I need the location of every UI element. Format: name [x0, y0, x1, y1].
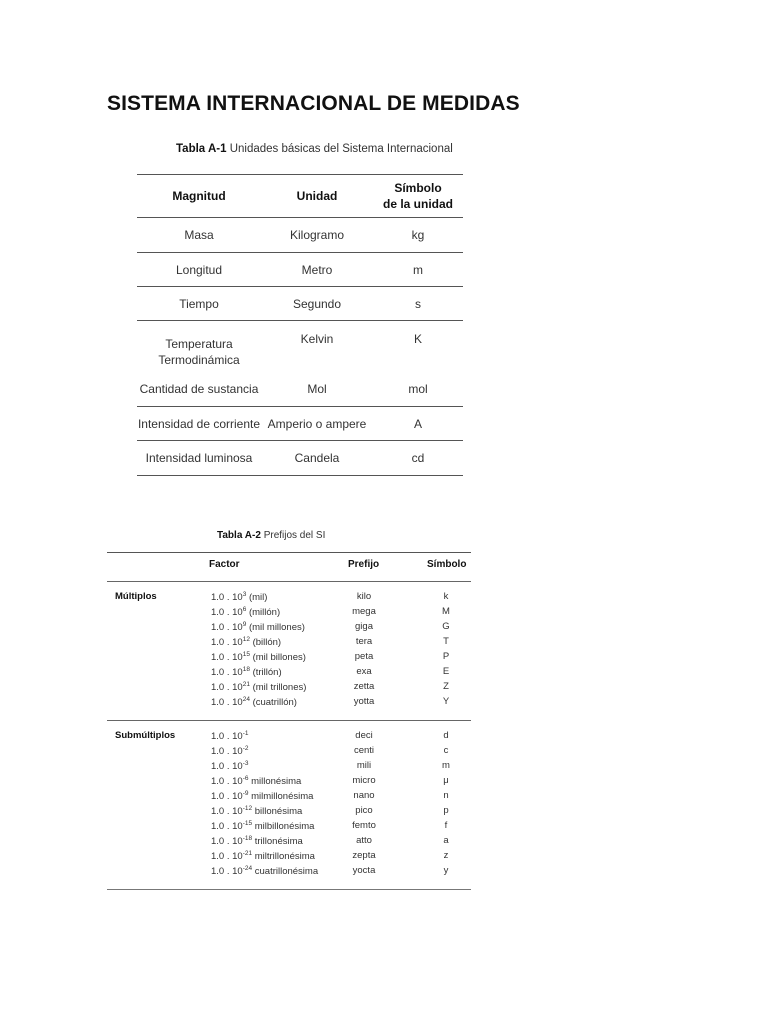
factor-exponent: -1	[242, 730, 249, 737]
cell-simbolo: cd	[411, 451, 425, 465]
cell-simbolo: y	[443, 865, 449, 876]
cell-factor	[211, 606, 280, 618]
factor-exponent: 21	[242, 681, 250, 688]
factor-exponent: -15	[242, 820, 253, 827]
group-label: Múltiplos	[115, 591, 157, 602]
cell-simbolo: M	[442, 606, 450, 617]
factor-exponent: 9	[242, 621, 247, 628]
factor-note: cuatrillonésima	[252, 866, 319, 877]
header-simbolo: Símbolo	[427, 559, 467, 570]
cell-factor	[211, 835, 303, 847]
cell-magnitud-line2: Termodinámica	[158, 352, 240, 367]
factor-mantissa: 1.0 . 10	[211, 667, 243, 678]
cell-simbolo: z	[443, 850, 449, 861]
factor-mantissa: 1.0 . 10	[211, 761, 243, 772]
factor-exponent: -6	[242, 775, 249, 782]
table-row	[107, 620, 471, 635]
cell-factor	[211, 805, 302, 817]
cell-factor	[211, 865, 318, 877]
cell-factor	[211, 591, 267, 603]
factor-exponent: -12	[242, 805, 253, 812]
factor-mantissa: 1.0 . 10	[211, 652, 243, 663]
cell-simbolo: d	[443, 730, 449, 741]
factor-note: (billón)	[249, 637, 282, 648]
factor-exponent: -9	[242, 790, 249, 797]
factor-exponent: -21	[242, 850, 253, 857]
cell-magnitud: Cantidad de sustancia	[139, 382, 259, 396]
table-row	[107, 819, 471, 834]
table-row	[107, 804, 471, 819]
factor-mantissa: 1.0 . 10	[211, 637, 243, 648]
factor-mantissa: 1.0 . 10	[211, 682, 243, 693]
cell-unidad: Kilogramo	[289, 228, 345, 242]
cell-prefijo: femto	[352, 820, 376, 831]
factor-mantissa: 1.0 . 10	[211, 592, 243, 603]
cell-prefijo: nano	[353, 790, 375, 801]
prefix-group	[107, 582, 471, 720]
header-prefijo: Prefijo	[348, 559, 380, 570]
cell-magnitud-line1: Temperatura	[165, 336, 233, 351]
cell-factor	[211, 651, 306, 663]
factor-note: (millón)	[246, 607, 281, 618]
table-row	[107, 759, 471, 774]
cell-prefijo: micro	[352, 775, 376, 786]
cell-prefijo: centi	[353, 745, 375, 756]
factor-exponent: 18	[242, 666, 250, 673]
cell-prefijo: kilo	[356, 591, 372, 602]
header-factor: Factor	[209, 559, 240, 570]
cell-prefijo: mega	[352, 606, 376, 617]
factor-note: trillonésima	[252, 836, 303, 847]
cell-prefijo: pico	[355, 805, 373, 816]
table2-caption-text: Prefijos del SI	[263, 530, 326, 541]
table-row	[137, 372, 463, 406]
cell-simbolo: m	[413, 262, 423, 277]
table-row	[107, 650, 471, 665]
group-label: Submúltiplos	[115, 730, 176, 741]
cell-prefijo: deci	[355, 730, 373, 741]
cell-factor	[211, 850, 315, 862]
cell-factor	[211, 666, 282, 678]
cell-factor	[211, 790, 313, 802]
cell-simbolo: kg	[411, 228, 425, 242]
cell-prefijo: zepta	[352, 850, 376, 861]
table-row	[137, 217, 463, 252]
table-si-prefixes	[107, 552, 471, 890]
cell-factor	[211, 775, 301, 787]
cell-magnitud: Longitud	[175, 262, 223, 277]
cell-magnitud: Masa	[184, 228, 214, 242]
cell-simbolo: K	[413, 332, 422, 346]
table1-caption-label: Tabla A-1	[176, 143, 227, 155]
factor-exponent: -2	[242, 745, 249, 752]
header-unidad: Unidad	[296, 189, 338, 203]
cell-simbolo: Z	[443, 681, 449, 692]
factor-exponent: -24	[242, 865, 253, 872]
cell-unidad: Amperio o ampere	[267, 416, 367, 431]
table-row	[137, 320, 463, 372]
factor-exponent: -3	[242, 760, 249, 767]
factor-note: millonésima	[248, 776, 302, 787]
factor-note: milmillonésima	[248, 791, 314, 802]
factor-mantissa: 1.0 . 10	[211, 791, 243, 802]
table-row	[107, 605, 471, 620]
cell-prefijo: atto	[356, 835, 372, 846]
cell-unidad: Segundo	[292, 296, 342, 311]
table-row	[137, 252, 463, 286]
table1-header-row	[137, 174, 463, 217]
cell-simbolo: m	[442, 760, 450, 771]
cell-prefijo: peta	[354, 651, 374, 662]
factor-mantissa: 1.0 . 10	[211, 746, 243, 757]
header-magnitud: Magnitud	[172, 189, 226, 203]
table2-header-row	[107, 553, 471, 582]
cell-factor	[211, 760, 248, 772]
factor-mantissa: 1.0 . 10	[211, 607, 243, 618]
factor-note: (mil)	[246, 592, 268, 603]
table-row	[107, 665, 471, 680]
cell-simbolo: p	[443, 805, 449, 816]
cell-unidad: Candela	[294, 451, 340, 465]
prefix-group	[107, 720, 471, 890]
cell-magnitud	[137, 321, 261, 372]
factor-mantissa: 1.0 . 10	[211, 731, 243, 742]
table-base-units	[137, 174, 463, 476]
table-row	[107, 864, 471, 879]
cell-simbolo: c	[443, 745, 449, 756]
cell-simbolo: μ	[443, 775, 449, 786]
header-simbolo	[373, 175, 463, 217]
factor-mantissa: 1.0 . 10	[211, 697, 243, 708]
cell-magnitud: Intensidad luminosa	[145, 451, 253, 465]
cell-simbolo: f	[444, 820, 448, 831]
cell-prefijo: tera	[355, 636, 373, 647]
factor-note: miltrillonésima	[252, 851, 315, 862]
cell-magnitud: Tiempo	[179, 296, 219, 311]
table-row	[107, 680, 471, 695]
cell-prefijo: mili	[356, 760, 372, 771]
factor-note: (mil trillones)	[249, 682, 307, 693]
table-row	[107, 590, 471, 605]
cell-factor	[211, 681, 306, 693]
cell-simbolo: n	[443, 790, 449, 801]
factor-exponent: 24	[242, 696, 250, 703]
cell-unidad: Mol	[307, 382, 327, 396]
cell-factor	[211, 636, 281, 648]
table-row	[107, 744, 471, 759]
cell-simbolo: P	[442, 651, 450, 662]
cell-simbolo: A	[413, 416, 422, 431]
cell-simbolo: s	[415, 296, 421, 311]
factor-exponent: 15	[242, 651, 250, 658]
table-row	[137, 406, 463, 440]
factor-exponent: -18	[242, 835, 253, 842]
factor-note: milbillonésima	[252, 821, 315, 832]
cell-simbolo: E	[442, 666, 450, 677]
table-row	[107, 834, 471, 849]
table1-caption-text: Unidades básicas del Sistema Internacional	[229, 143, 453, 155]
factor-mantissa: 1.0 . 10	[211, 821, 243, 832]
table-row	[137, 440, 463, 476]
table-row	[107, 695, 471, 710]
factor-mantissa: 1.0 . 10	[211, 851, 243, 862]
table1-caption	[176, 143, 453, 155]
factor-note: (cuatrillón)	[249, 697, 297, 708]
factor-note: (mil billones)	[249, 652, 306, 663]
cell-simbolo: mol	[408, 382, 428, 396]
cell-factor	[211, 745, 248, 757]
table-row	[107, 789, 471, 804]
cell-prefijo: yotta	[353, 696, 375, 707]
cell-simbolo: G	[442, 621, 450, 632]
factor-exponent: 12	[242, 636, 250, 643]
page-title: SISTEMA INTERNACIONAL DE MEDIDAS	[107, 92, 520, 115]
cell-factor	[211, 730, 248, 742]
factor-note: billonésima	[252, 806, 303, 817]
factor-note: (trillón)	[249, 667, 282, 678]
cell-unidad: Metro	[301, 262, 333, 277]
cell-simbolo: T	[443, 636, 449, 647]
cell-simbolo: a	[443, 835, 449, 846]
factor-exponent: 3	[242, 591, 247, 598]
cell-factor	[211, 820, 314, 832]
cell-prefijo: giga	[355, 621, 373, 632]
cell-factor	[211, 621, 305, 633]
table-row	[107, 774, 471, 789]
factor-note: (mil millones)	[246, 622, 305, 633]
cell-prefijo: yocta	[352, 865, 376, 876]
cell-prefijo: exa	[356, 666, 372, 677]
cell-unidad: Kelvin	[300, 332, 334, 346]
table2-caption	[217, 530, 325, 541]
table2-caption-label: Tabla A-2	[217, 530, 261, 541]
cell-simbolo: k	[443, 591, 449, 602]
factor-mantissa: 1.0 . 10	[211, 622, 243, 633]
factor-mantissa: 1.0 . 10	[211, 836, 243, 847]
cell-simbolo: Y	[442, 696, 450, 707]
factor-mantissa: 1.0 . 10	[211, 866, 243, 877]
factor-mantissa: 1.0 . 10	[211, 806, 243, 817]
factor-mantissa: 1.0 . 10	[211, 776, 243, 787]
table-row	[107, 729, 471, 744]
cell-prefijo: zetta	[353, 681, 375, 692]
table-row	[107, 849, 471, 864]
prefix-groups	[107, 582, 471, 890]
header-simbolo-line2: de la unidad	[382, 197, 453, 211]
header-simbolo-line1: Símbolo	[394, 181, 442, 195]
table-row	[137, 286, 463, 320]
factor-exponent: 6	[242, 606, 247, 613]
cell-magnitud: Intensidad de corriente	[137, 416, 261, 431]
cell-factor	[211, 696, 297, 708]
table-row	[107, 635, 471, 650]
